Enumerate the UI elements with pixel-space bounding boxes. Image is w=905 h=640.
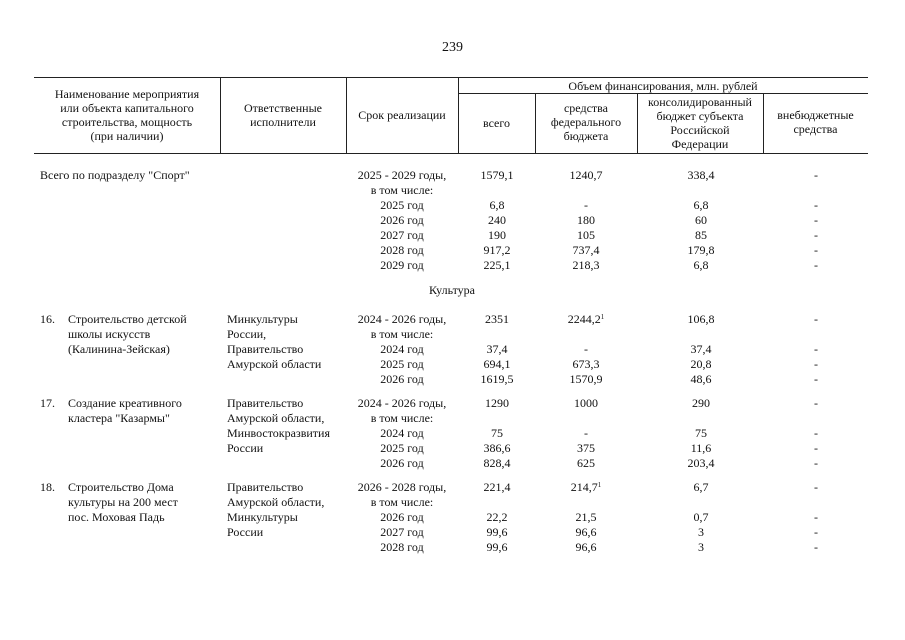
regional-cell: 37,4 (690, 342, 712, 356)
extra-cell: - (814, 312, 818, 326)
regional-cell: 0,7 (693, 510, 709, 524)
header-regional: консолидированный бюджет субъекта Российской Федерации (648, 95, 752, 151)
item-name: культуры на 200 мест (68, 495, 178, 509)
extra-cell: - (814, 168, 818, 182)
regional-cell: 75 (695, 426, 707, 440)
total-cell: 694,1 (483, 357, 511, 371)
extra-cell: - (814, 258, 818, 272)
item-responsible: России (227, 525, 264, 539)
regional-cell: 338,4 (687, 168, 715, 182)
footnote-mark: 1 (597, 481, 602, 489)
federal-cell: 1000 (574, 396, 598, 410)
item-responsible: Правительство (227, 396, 304, 410)
year-cell: 2026 год (380, 456, 424, 470)
period-cell: 2025 - 2029 годы, (357, 168, 447, 182)
item-responsible: Амурской области, (227, 495, 325, 509)
item-responsible: Минкультуры (227, 312, 298, 326)
total-cell: 75 (491, 426, 503, 440)
regional-cell: 85 (695, 228, 707, 242)
federal-cell: 673,3 (572, 357, 600, 371)
extra-cell: - (814, 510, 818, 524)
regional-cell: 20,8 (690, 357, 712, 371)
year-cell: 2027 год (380, 525, 424, 539)
header-bottom-rule (34, 153, 868, 154)
item-responsible: Правительство (227, 480, 304, 494)
extra-cell: - (814, 243, 818, 257)
item-responsible: России (227, 441, 264, 455)
item-name: пос. Моховая Падь (68, 510, 165, 524)
regional-cell: 3 (698, 540, 704, 554)
item-number: 16. (40, 312, 55, 326)
total-cell: 1290 (485, 396, 509, 410)
extra-cell: - (814, 426, 818, 440)
regional-cell: 6,7 (693, 480, 709, 494)
federal-cell: 737,4 (572, 243, 600, 257)
extra-cell: - (814, 228, 818, 242)
item-name: школы искусств (68, 327, 151, 341)
extra-cell: - (814, 357, 818, 371)
item-name: (Калинина-Зейская) (68, 342, 170, 356)
item-name: Строительство детской (68, 312, 187, 326)
page-number: 239 (442, 40, 463, 55)
header-name: Наименование мероприятия или объекта капитального строительства, мощность (при наличии) (54, 87, 200, 143)
total-cell: 22,2 (486, 510, 508, 524)
extra-cell: - (814, 213, 818, 227)
total-cell: 221,4 (483, 480, 511, 494)
item-responsible: Амурской области (227, 357, 322, 371)
period-cell: в том числе: (370, 495, 434, 509)
regional-cell: 3 (698, 525, 704, 539)
year-cell: 2029 год (380, 258, 424, 272)
year-cell: 2025 год (380, 357, 424, 371)
federal-cell: - (584, 342, 588, 356)
federal-cell: 2244,2$^1$ (567, 312, 605, 326)
total-cell: 190 (488, 228, 506, 242)
period-cell: в том числе: (370, 183, 434, 197)
federal-cell: - (584, 198, 588, 212)
header-extra: внебюджетные средства (777, 108, 854, 136)
federal-cell: 375 (577, 441, 595, 455)
item-responsible: Минвостокразвития (227, 426, 330, 440)
item-responsible: Правительство (227, 342, 304, 356)
item-number: 17. (40, 396, 55, 410)
federal-cell: 21,5 (575, 510, 597, 524)
total-cell: 240 (488, 213, 506, 227)
period-cell: в том числе: (370, 411, 434, 425)
total-cell: 828,4 (483, 456, 511, 470)
total-cell: 386,6 (483, 441, 511, 455)
total-cell: 99,6 (486, 540, 508, 554)
extra-cell: - (814, 342, 818, 356)
year-cell: 2026 год (380, 372, 424, 386)
federal-cell: 96,6 (575, 540, 597, 554)
regional-cell: 179,8 (687, 243, 715, 257)
total-cell: 1579,1 (480, 168, 514, 182)
regional-cell: 106,8 (687, 312, 715, 326)
regional-cell: 290 (692, 396, 710, 410)
year-cell: 2024 год (380, 342, 424, 356)
regional-cell: 6,8 (693, 258, 709, 272)
header-responsible: Ответственные исполнители (244, 101, 322, 129)
header-federal: средства федерального бюджета (550, 101, 622, 143)
extra-cell: - (814, 480, 818, 494)
item-responsible: России, (227, 327, 267, 341)
year-cell: 2026 год (380, 213, 424, 227)
item-name: кластера "Казармы" (68, 411, 170, 425)
extra-cell: - (814, 372, 818, 386)
period-cell: в том числе: (370, 327, 434, 341)
header-total: всего (482, 116, 511, 130)
header-funding: Объем финансирования, млн. рублей (568, 79, 758, 93)
year-cell: 2026 год (380, 510, 424, 524)
year-cell: 2028 год (380, 540, 424, 554)
extra-cell: - (814, 456, 818, 470)
regional-cell: 6,8 (693, 198, 709, 212)
item-responsible: Минкультуры (227, 510, 298, 524)
extra-cell: - (814, 396, 818, 410)
federal-cell: 625 (577, 456, 595, 470)
header-top-rule (34, 77, 868, 78)
total-cell: 99,6 (486, 525, 508, 539)
item-name: Создание креативного (68, 396, 182, 410)
extra-cell: - (814, 198, 818, 212)
federal-cell: 1570,9 (569, 372, 603, 386)
regional-cell: 60 (695, 213, 707, 227)
total-cell: 225,1 (483, 258, 511, 272)
regional-cell: 11,6 (690, 441, 712, 455)
federal-cell: 180 (577, 213, 595, 227)
total-cell: 37,4 (486, 342, 508, 356)
regional-cell: 48,6 (690, 372, 712, 386)
year-cell: 2024 год (380, 426, 424, 440)
total-cell: 2351 (485, 312, 509, 326)
year-cell: 2027 год (380, 228, 424, 242)
period-cell: 2024 - 2026 годы, (357, 312, 447, 326)
item-number: 18. (40, 480, 55, 494)
federal-cell: 218,3 (572, 258, 600, 272)
federal-cell: 1240,7 (569, 168, 603, 182)
federal-cell: - (584, 426, 588, 440)
extra-cell: - (814, 540, 818, 554)
total-cell: 6,8 (489, 198, 505, 212)
year-cell: 2025 год (380, 441, 424, 455)
federal-cell: 96,6 (575, 525, 597, 539)
extra-cell: - (814, 525, 818, 539)
year-cell: 2028 год (380, 243, 424, 257)
total-cell: 1619,5 (480, 372, 514, 386)
section-heading: Культура (429, 283, 475, 297)
footnote-mark: 1 (600, 313, 605, 321)
federal-cell: 105 (577, 228, 595, 242)
item-responsible: Амурской области, (227, 411, 325, 425)
funding-subheader-rule (458, 93, 868, 94)
total-cell: 917,2 (483, 243, 511, 257)
year-cell: 2025 год (380, 198, 424, 212)
header-period: Срок реализации (358, 108, 446, 122)
regional-cell: 203,4 (687, 456, 715, 470)
item-name: Строительство Дома (68, 480, 174, 494)
extra-cell: - (814, 441, 818, 455)
federal-cell: 214,7$^1$ (570, 480, 602, 494)
period-cell: 2026 - 2028 годы, (357, 480, 447, 494)
sport-total-label: Всего по подразделу "Спорт" (40, 168, 190, 182)
period-cell: 2024 - 2026 годы, (357, 396, 447, 410)
